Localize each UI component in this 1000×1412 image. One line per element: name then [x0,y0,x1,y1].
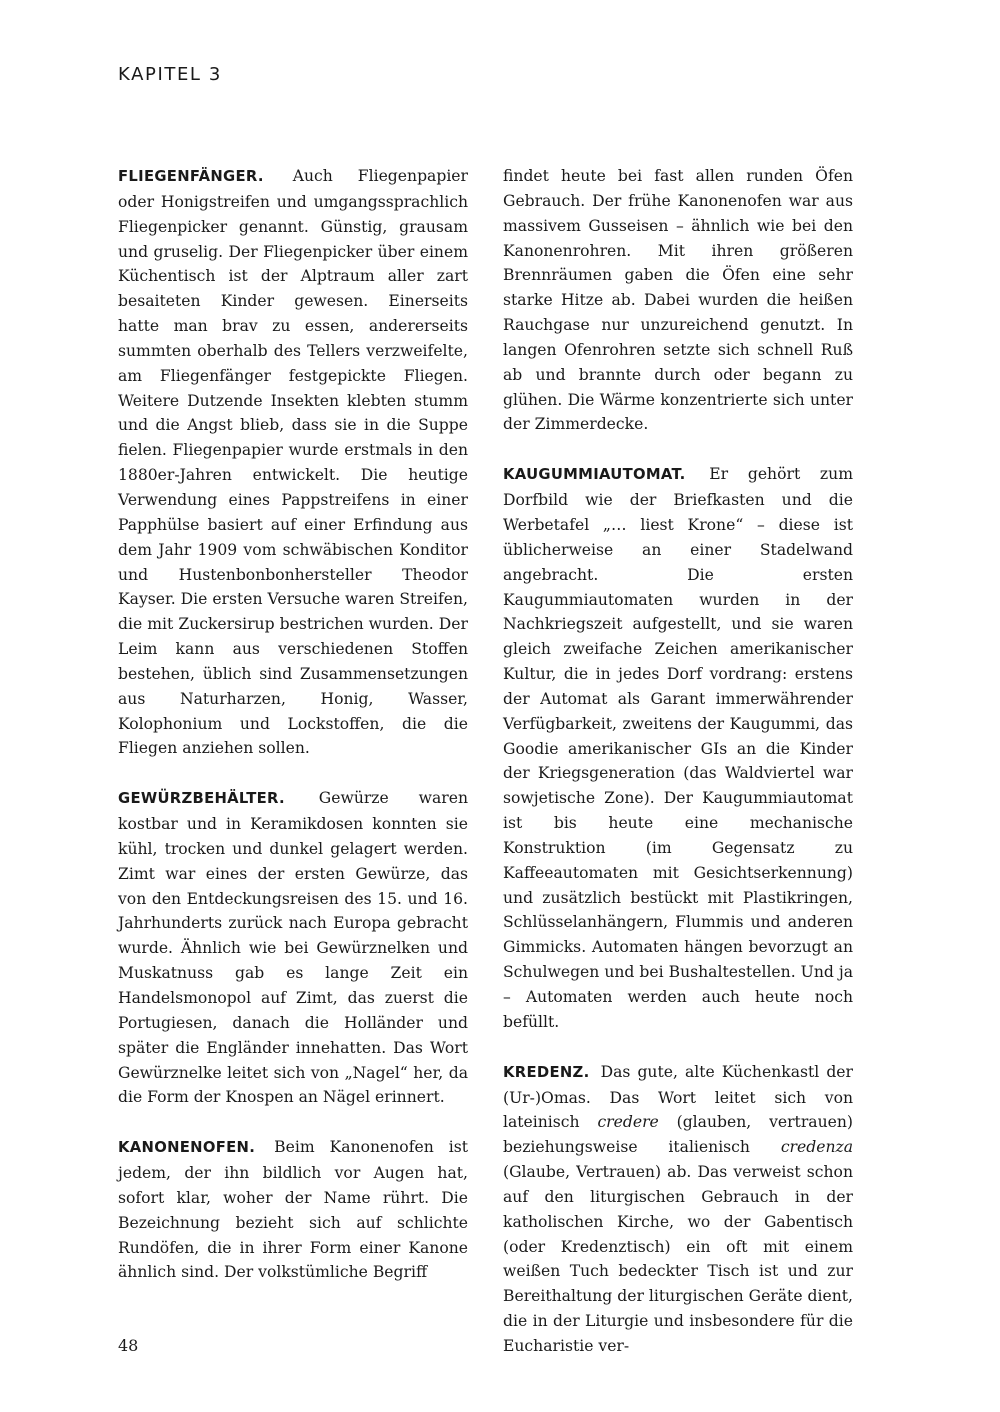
entry-text-continuation: findet heute bei fast allen runden Öfen Gebrauch. Der frühe Kanonenofen war aus massivem Gusseisen – ähnlich wie bei den Kanonenrohren. Mit ihren größeren Brennräumen gaben die Öfen eine sehr starke Hitze ab. Dabei wurden die heißen Rauchgase nur unzureichend genutzt. In langen Ofenrohren setzte sich schnell Ruß ab und brannte durch oder begann zu glühen. Die Wärme konzentrierte sich unter der Zimmerdecke. [503,167,853,434]
entry-text: (glauben, vertrauen) beziehungsweise italienisch [503,1113,853,1157]
entry-text: Er gehört zum Dorfbild wie der Briefkasten und die Werbetafel „… liest Krone“ – diese ist üblicherweise an einer Stadelwand angebracht. Die ersten Kaugummiautomaten wurden in der Nachkriegszeit aufgestellt, und sie waren gleich zweifache Zeichen amerikanischer Kultur, die in jedes Dorf vordrang: erstens der Automat als Garant immerwährender Verfügbarkeit, zweitens der Kaugummi, das Goodie amerikanischer GIs an die Kinder der Kriegsgeneration (das Waldviertel war sowjetische Zone). Der Kaugummiautomat ist bis heute eine mechanische Konstruktion (im Gegensatz zu Kaffeeautomaten mit Gesichtserkennung) und zusätzlich bestückt mit Plastikringen, Schlüsselanhängern, Flummis und anderen Gimmicks. Automaten hängen bevorzugt an Schulwegen und bei Bushaltestellen. Und ja – Automaten werden auch heute noch befüllt. [503,465,853,1031]
left-column [118,164,468,1310]
entry-gewuerzbehaelter [118,786,468,1110]
right-column [503,164,853,1384]
entry-term: FLIEGENFÄNGER. [118,168,264,185]
entry-fliegenfaenger [118,164,468,761]
entry-text: (Glaube, Vertrauen) ab. Das verweist schon auf den liturgischen Gebrauch in der katholischen Kirche, wo der Gabentisch (oder Kredenztisch) ein oft mit einem weißen Tuch bedeckter Tisch ist und zur Bereithaltung der liturgischen Geräte dient, die in der Liturgie und insbesondere für die Eucharistie ver- [503,1163,853,1355]
entry-term: KAUGUMMIAUTOMAT. [503,466,686,484]
entry-kaugummiautomat [503,462,853,1034]
entry-kredenz [503,1060,853,1359]
italic-term: credere [597,1113,659,1132]
page-number: 48 [118,1336,139,1355]
entry-term: KANONENOFEN. [118,1139,256,1157]
entry-kanonenofen-continued [503,164,853,437]
chapter-header: KAPITEL 3 [118,64,222,85]
entry-kanonenofen [118,1135,468,1285]
entry-text: Beim Kanonenofen ist jedem, der ihn bildlich vor Augen hat, sofort klar, woher der Name rührt. Die Bezeichnung bezieht sich auf schlichte Rundöfen, die in ihrer Form einer Kanone ähnlich sind. Der volkstümliche Begriff [118,1138,468,1282]
entry-text: Gewürze waren kostbar und in Keramikdosen konnten sie kühl, trocken und dunkel gelagert werden. Zimt war eines der ersten Gewürze, das von den Entdeckungsreisen des 15. und 16. Jahrhunderts zurück nach Europa gebracht wurde. Ähnlich wie bei Gewürznelken und Muskatnuss gab es lange Zeit ein Handelsmonopol auf Zimt, das zuerst die Portugiesen, danach die Holländer und später die Engländer innehatten. Das Wort Gewürznelke leitet sich von „Nagel“ her, da die Form der Knospen an Nägel erinnert. [118,789,468,1107]
entry-term: GEWÜRZBEHÄLTER. [118,790,285,808]
entry-text: Auch Fliegenpapier oder Honigstreifen und umgangssprachlich Fliegenpicker genannt. Günstig, grausam und gruselig. Der Fliegenpicker über einem Küchentisch ist der Alptraum aller zart besaiteten Kinder gewesen. Einerseits hatte man brav zu essen, andererseits summten oberhalb des Tellers verzweifelte, am Fliegenfänger festgepickte Fliegen. Weitere Dutzende Insekten klebten stumm und die Angst blieb, dass sie in die Suppe fielen. Fliegenpapier wurde erstmals in den 1880er-Jahren entwickelt. Die heutige Verwendung eines Pappstreifens in einer Papphülse basiert auf einer Erfindung aus dem Jahr 1909 vom schwäbischen Konditor und Hustenbonbonhersteller Theodor Kayser. Die ersten Versuche waren Streifen, die mit Zuckersirup bestrichen wurden. Der Leim kann aus verschiedenen Stoffen bestehen, üblich sind Zusammensetzungen aus Naturharzen, Honig, Wasser, Kolophonium und Lockstoffen, die die Fliegen anziehen sollen. [118,167,468,758]
italic-term: credenza [780,1138,853,1157]
entry-text: Das gute, alte Küchenkastl der (Ur-)Omas. Das Wort leitet sich von lateinisch [503,1062,853,1132]
entry-term: KREDENZ. [503,1063,590,1081]
